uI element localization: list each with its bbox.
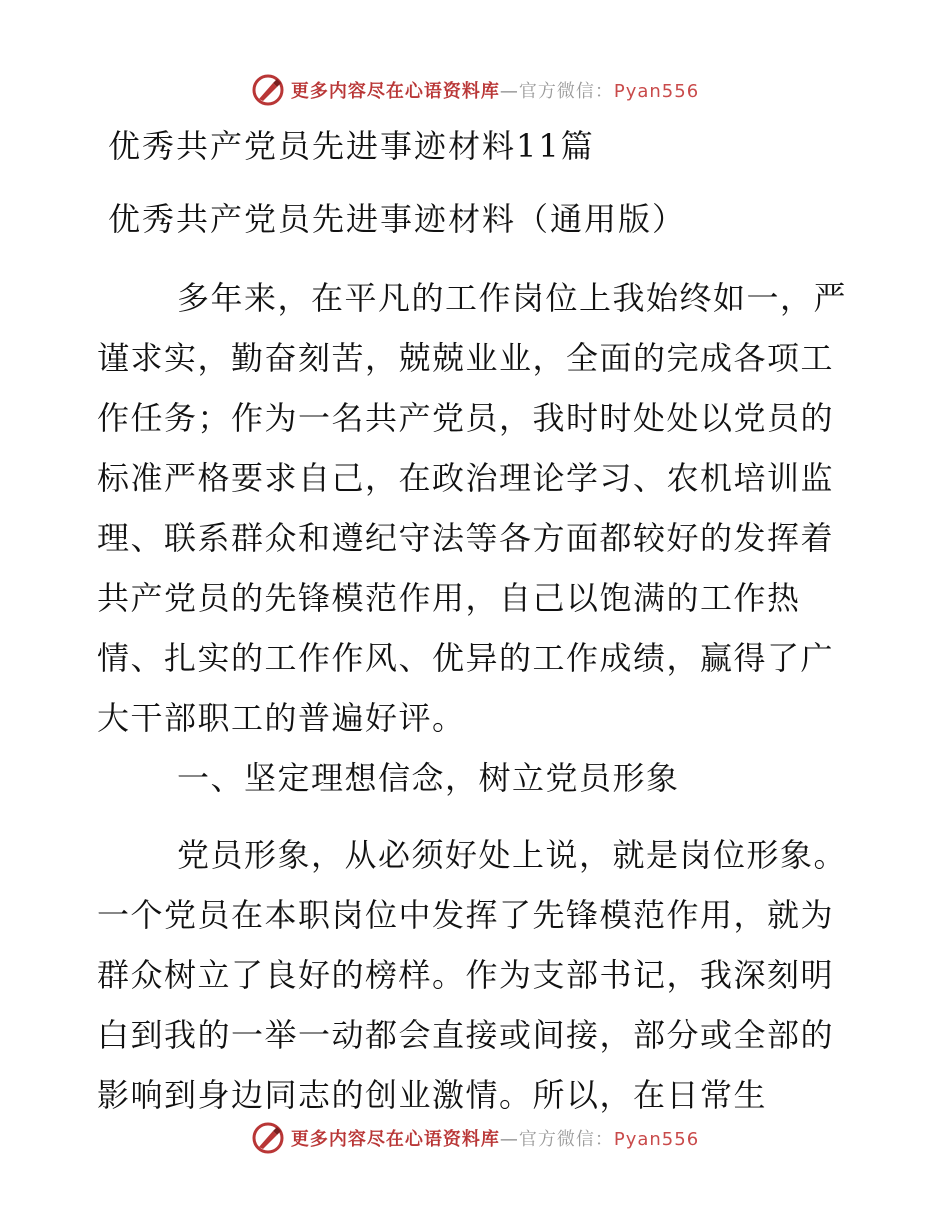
- banner-site-text: 更多内容尽在心语资料库: [290, 1129, 500, 1150]
- pen-logo-icon: [251, 73, 285, 107]
- banner-text: [291, 77, 699, 103]
- banner-wechat-id: Pyan556: [613, 81, 700, 102]
- banner-site-text: 更多内容尽在心语资料库: [290, 81, 500, 102]
- footer-banner: [0, 1118, 950, 1158]
- banner-wechat-label: 官方微信：: [518, 1129, 614, 1150]
- header-banner: [0, 70, 950, 110]
- banner-separator: —: [499, 1129, 519, 1150]
- section-heading: 一、坚定理想信念，树立党员形象: [177, 759, 680, 797]
- document-subtitle: 优秀共产党员先进事迹材料（通用版）: [108, 200, 687, 238]
- paragraph-section-one: 党员形象，从必须好处上说，就是岗位形象。一个党员在本职岗位中发挥了先锋模范作用，就为群众树立了良好的榜样。作为支部书记，我深刻明白到我的一举一动都会直接或间接，部分或全部的影响到身边同志的创业激情。所以，在日常生: [97, 836, 848, 1114]
- pen-logo-icon: [251, 1121, 285, 1155]
- banner-separator: —: [499, 81, 519, 102]
- paragraph-intro: 多年来，在平凡的工作岗位上我始终如一，严谨求实，勤奋刻苦，兢兢业业，全面的完成各项工作任务；作为一名共产党员，我时时处处以党员的标准严格要求自己，在政治理论学习、农机培训监理、联系群众和遵纪守法等各方面都较好的发挥着共产党员的先锋模范作用，自己以饱满的工作热情、扎实的工作作风、优异的工作成绩，赢得了广大干部职工的普遍好评。: [97, 279, 848, 737]
- banner-wechat-label: 官方微信：: [518, 81, 614, 102]
- banner-text: [291, 1125, 699, 1151]
- banner-wechat-id: Pyan556: [613, 1129, 700, 1150]
- document-title: 优秀共产党员先进事迹材料11篇: [108, 127, 595, 165]
